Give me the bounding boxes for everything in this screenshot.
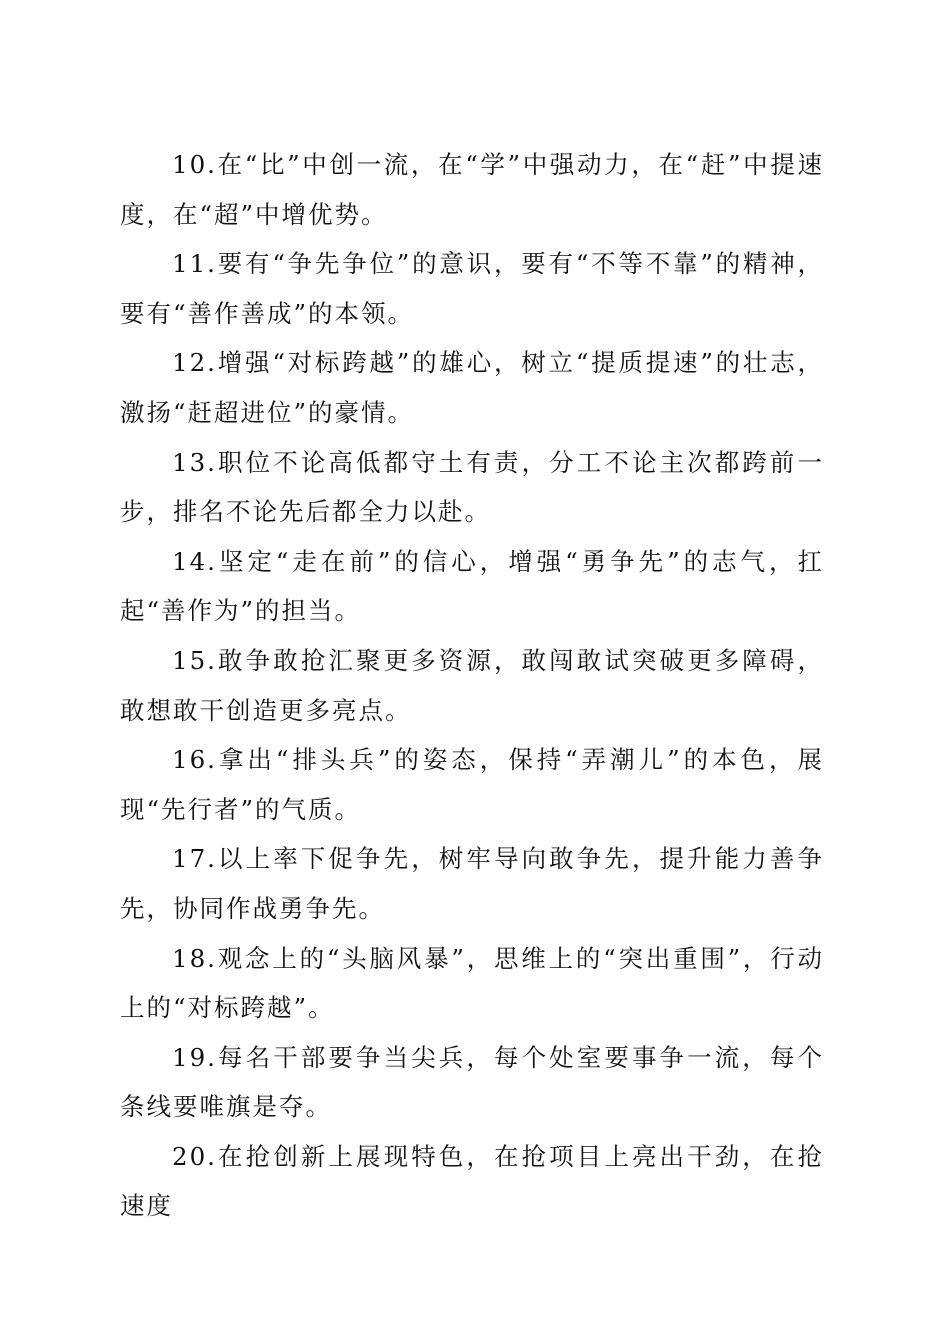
paragraph-16: 16.拿出“排头兵”的姿态，保持“弄潮儿”的本色，展现“先行者”的气质。 bbox=[120, 745, 824, 824]
paragraph-18: 18.观念上的“头脑风暴”，思维上的“突出重围”，行动上的“对标跨越”。 bbox=[120, 943, 824, 1023]
paragraph-12: 12.增强“对标跨越”的雄心，树立“提质提速”的壮志，激扬“赶超进位”的豪情。 bbox=[120, 348, 824, 427]
paragraph-14: 14.坚定“走在前”的信心，增强“勇争先”的志气，扛起“善作为”的担当。 bbox=[120, 546, 824, 626]
paragraph-19: 19.每名干部要争当尖兵，每个处室要事争一流，每个条线要唯旗是夺。 bbox=[120, 1042, 824, 1122]
document-body bbox=[120, 140, 824, 1231]
paragraph-10: 10.在“比”中创一流，在“学”中强动力，在“赶”中提速度，在“超”中增优势。 bbox=[120, 150, 824, 229]
paragraph-15: 15.敢争敢抢汇聚更多资源，敢闯敢试突破更多障碍，敢想敢干创造更多亮点。 bbox=[120, 645, 824, 725]
paragraph-20: 20.在抢创新上展现特色，在抢项目上亮出干劲，在抢速度 bbox=[120, 1141, 824, 1221]
paragraph-17: 17.以上率下促争先，树牢导向敢争先，提升能力善争先，协同作战勇争先。 bbox=[120, 844, 824, 923]
paragraph-11: 11.要有“争先争位”的意识，要有“不等不靠”的精神，要有“善作善成”的本领。 bbox=[120, 249, 824, 328]
paragraph-13: 13.职位不论高低都守土有责，分工不论主次都跨前一步，排名不论先后都全力以赴。 bbox=[120, 447, 824, 527]
